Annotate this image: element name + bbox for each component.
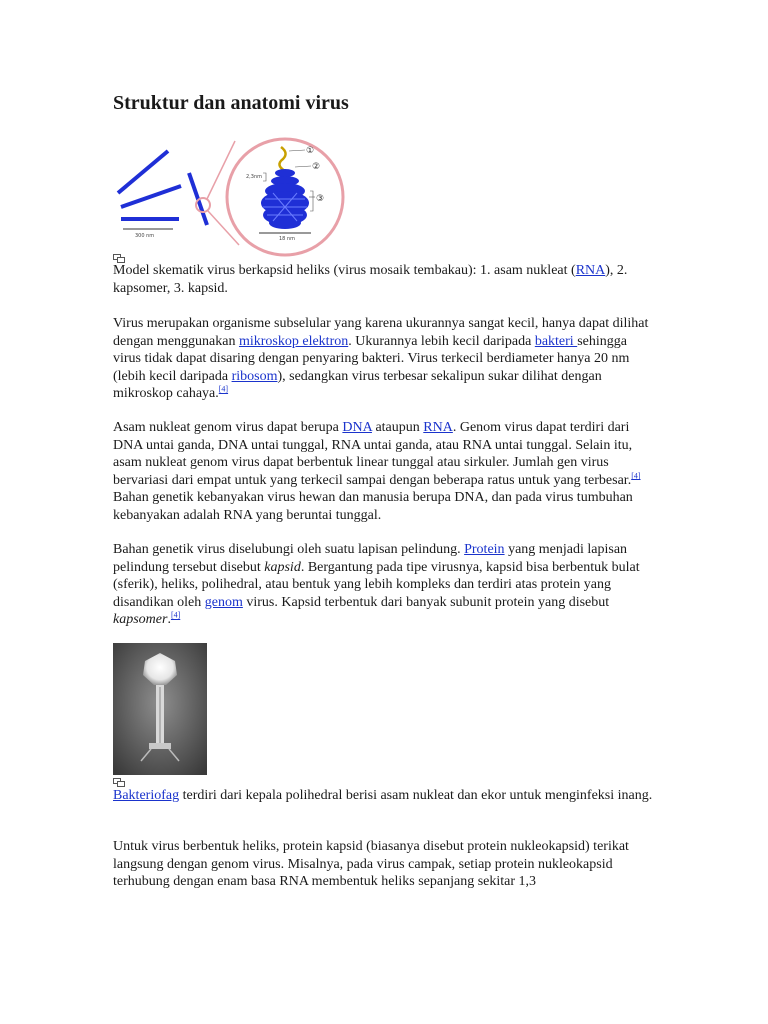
reference-link[interactable]: [4]	[218, 384, 229, 394]
scale-label-left: 300 nm	[135, 233, 155, 239]
link-rna[interactable]: RNA	[575, 263, 606, 278]
link-bakteri[interactable]: bakteri	[534, 333, 578, 349]
link-dna[interactable]: DNA	[342, 420, 372, 435]
link-ribosom[interactable]: ribosom	[231, 368, 278, 384]
link-mikroskop-elektron[interactable]: mikroskop elektron	[238, 333, 349, 349]
virus-rod-1	[118, 151, 168, 193]
dimension-label: 2,3nm	[246, 174, 262, 180]
link-genom[interactable]: genom	[204, 594, 243, 610]
expand-icon[interactable]	[113, 774, 125, 783]
caption-text: ), 2. kapsomer, 3. kapsid.	[113, 263, 628, 296]
page-title: Struktur dan anatomi virus	[113, 92, 349, 114]
term-kapsomer: kapsomer	[113, 612, 168, 628]
bacteriophage-micrograph[interactable]	[113, 643, 207, 775]
label-3: ③	[316, 194, 325, 204]
figure-expand-row	[113, 250, 658, 262]
figure1-caption	[113, 262, 658, 297]
paragraph-3: Bahan genetik virus diselubungi oleh suatu lapisan pelindung. Protein yang menjadi lapisan pelindung tersebut disebut kapsid. Bergantung pada tipe virusnya, kapsid bisa berbentuk bulat (sferik), heliks, polihedral, atau bentuk yang lebih kompleks dan terdiri atas protein yang disandikan oleh genom virus. Kapsid terbentuk dari banyak subunit protein yang disebut kapsomer.[4]	[113, 542, 640, 628]
term-kapsid: kapsid	[264, 559, 301, 575]
expand-icon[interactable]	[113, 250, 125, 259]
link-bakteriofag[interactable]: Bakteriofag	[113, 788, 180, 803]
label-2: ②	[312, 162, 321, 172]
scale-label-right: 18 nm	[279, 236, 295, 242]
virus-rod-2	[121, 186, 181, 207]
paragraph-2: Asam nukleat genom virus dapat berupa DNA ataupun RNA. Genom virus dapat terdiri dari DNA untai ganda, DNA untai tunggal, RNA untai ganda, atau RNA untai tunggal. Selain itu, asam nukleat genom virus dapat berbentuk linear tunggal atau sirkuler. Jumlah gen virus bervariasi dari empat untuk yang terkecil sampai dengan beberapa ratus untuk yang terbesar.[4] Bahan genetik kebanyakan virus hewan dan manusia berupa DNA, dan pada virus tumbuhan kebanyakan adalah RNA yang beruntai tunggal.	[113, 420, 641, 523]
reference-link[interactable]: [4]	[170, 610, 181, 620]
reference-link[interactable]: [4]	[631, 471, 641, 481]
paragraph-1: Virus merupakan organisme subselular yang karena ukurannya sangat kecil, hanya dapat dilihat dengan menggunakan mikroskop elektron. Ukurannya lebih kecil daripada bakteri sehingga virus tidak dapat disaring dengan penyaring bakteri. Virus terkecil berdiameter hanya 20 nm (lebih kecil daripada ribosom), sedangkan virus terbesar sekalipun sukar dilihat dengan mikroskop cahaya.[4]	[113, 316, 649, 402]
figure-expand-row	[113, 774, 658, 786]
phage-baseplate	[149, 743, 171, 749]
helical-virus-figure[interactable]	[113, 133, 357, 261]
figure2-caption: Bakteriofag terdiri dari kepala polihedral berisi asam nukleat dan ekor untuk menginfeksi inang.	[113, 788, 653, 803]
caption-text: Model skematik virus berkapsid heliks (virus mosaik tembakau): 1. asam nukleat (	[113, 263, 576, 278]
link-protein[interactable]: Protein	[464, 542, 505, 557]
link-rna[interactable]: RNA	[423, 420, 453, 435]
paragraph-4: Untuk virus berbentuk heliks, protein kapsid (biasanya disebut protein nukleokapsid) terikat langsung dengan genom virus. Misalnya, pada virus campak, setiap protein nukleokapsid terhubung dengan enam basa RNA membentuk heliks sepanjang sekitar 1,3	[113, 839, 629, 890]
label-1: ①	[306, 146, 315, 156]
